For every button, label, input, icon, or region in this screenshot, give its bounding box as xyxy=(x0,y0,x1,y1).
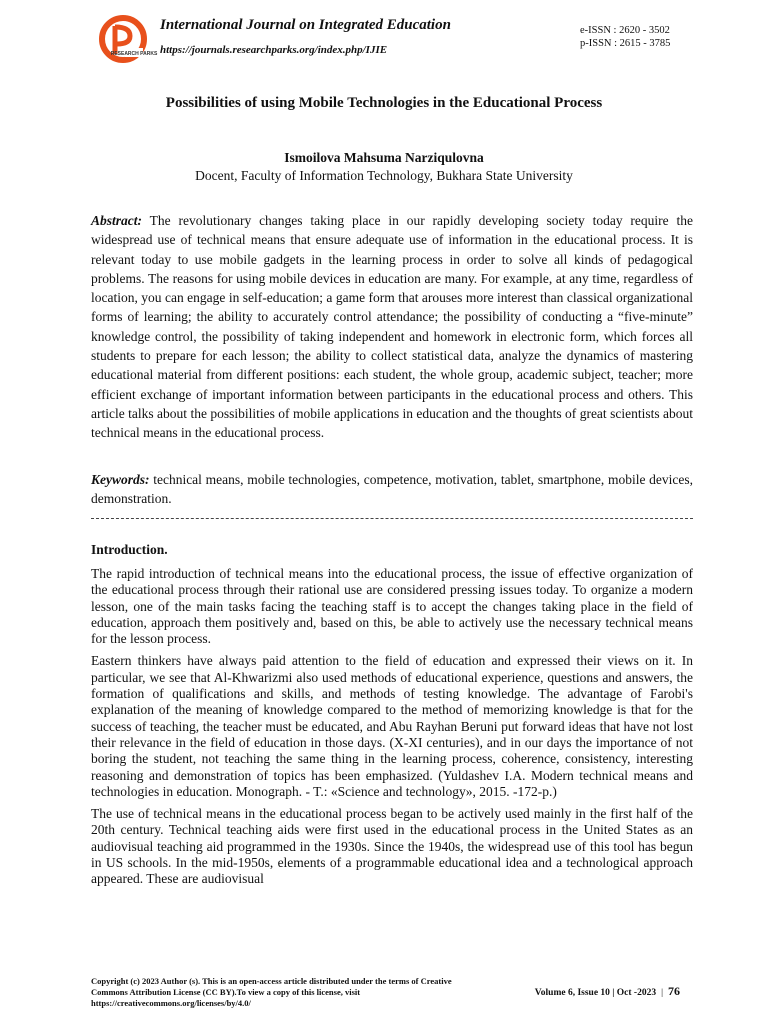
svg-text:RESEARCH PARKS: RESEARCH PARKS xyxy=(110,51,158,57)
introduction-body xyxy=(91,566,693,894)
author-affiliation: Docent, Faculty of Information Technology, Bukhara State University xyxy=(195,168,573,183)
intro-paragraph: The use of technical means in the educational process began to be actively used mainly in the first half of the 20th century. Technical teaching aids were first used in the educational process in the United States as an audiovisual teaching aid programmed in the 1930s. Since the 1940s, the widespread use of this tool has begun in US schools. In the mid-1950s, elements of a programmable educational idea and a technological approach appeared. These are audiovisual xyxy=(91,806,693,887)
author-name: Ismoilova Mahsuma Narziqulovna xyxy=(284,150,484,165)
introduction-heading: Introduction. xyxy=(91,542,168,557)
journal-title: International Journal on Integrated Education xyxy=(160,17,451,33)
page-number: 76 xyxy=(668,984,680,998)
keywords xyxy=(91,470,693,509)
abstract-label: Abstract: xyxy=(91,213,143,228)
journal-url-link[interactable]: https://journals.researchparks.org/index.php/IJIE xyxy=(160,44,388,56)
abstract xyxy=(91,211,693,443)
section-divider xyxy=(91,518,693,519)
intro-paragraph: Eastern thinkers have always paid attention to the field of education and expressed their views on it. In particular, we see that Al-Khwarizmi also used methods of educational experience, questions and answers, the formation of qualifications and skills, and methods of testing knowledge. The advantage of Farobi's explanation of the meaning of knowledge compared to the method of memorizing knowledge is that for the success of teaching, the teacher must be educated, and Abu Rayhan Beruni put forward ideas that have not lost their relevance in the field of education in those days. (X-XI centuries), and in our days the importance of not boring the student, not teaching the same thing in the learning process, coherence, consistency, interesting reasoning and demonstration of topics has been emphasized. (Yuldashev I.A. Modern technical means and technologies in education. Monograph. - T.: «Science and technology», 2015. -172-p.) xyxy=(91,653,693,799)
e-issn: e-ISSN : 2620 - 3502 xyxy=(580,25,670,36)
intro-paragraph: The rapid introduction of technical means into the educational process, the issue of effective organization of the educational process through their rational use are considered pressing issues today. To organize a modern lesson, one of the main tasks facing the teaching staff is to accept the changes taking place in the field of education, approach them positively and, based on this, be able to actively use the necessary technical means for the lesson process. xyxy=(91,566,693,647)
copyright-notice: Copyright (c) 2023 Author (s). This is an open-access article distributed under the terms of Creative Commons Attribution License (CC BY).To view a copy of this license, visit https://creativecommons.org/licenses/by/4.0/ xyxy=(91,976,452,1008)
keywords-label: Keywords: xyxy=(91,472,150,487)
issn-info xyxy=(580,24,670,50)
volume-issue: Volume 6, Issue 10 | Oct -2023 xyxy=(534,988,657,998)
page-info xyxy=(535,984,680,999)
p-issn: p-ISSN : 2615 - 3785 xyxy=(580,38,671,49)
keywords-text: technical means, mobile technologies, competence, motivation, tablet, smartphone, mobile devices, demonstration. xyxy=(91,472,693,507)
abstract-text: The revolutionary changes taking place in our rapidly developing society today require the widespread use of technical means that ensure adequate use of information in the educational process. It is relevant today to use mobile gadgets in the learning process in order to solve all kinds of pedagogical problems. The reasons for using mobile devices in education are many. For example, at any time, regardless of location, you can engage in self-education; a game form that arouses more interest than classical organizational forms of learning; the ability to accurately control attendance; the possibility of conducting a “five-minute” knowledge control, the possibility of taking independent and homework in electronic form, which forces all students to prepare for each lesson; the ability to collect statistical data, analyze the dynamics of mastering educational material from different positions: each student, the whole group, academic subject, teacher; more efficient exchange of important information between participants in the educational process and others. This article talks about the possibilities of mobile applications in education and the thoughts of great scientists about technical means in the educational process. xyxy=(91,213,693,441)
article-title: Possibilities of using Mobile Technologies in the Educational Process xyxy=(165,95,603,111)
page-separator: | xyxy=(661,988,663,998)
research-parks-logo xyxy=(98,14,158,64)
